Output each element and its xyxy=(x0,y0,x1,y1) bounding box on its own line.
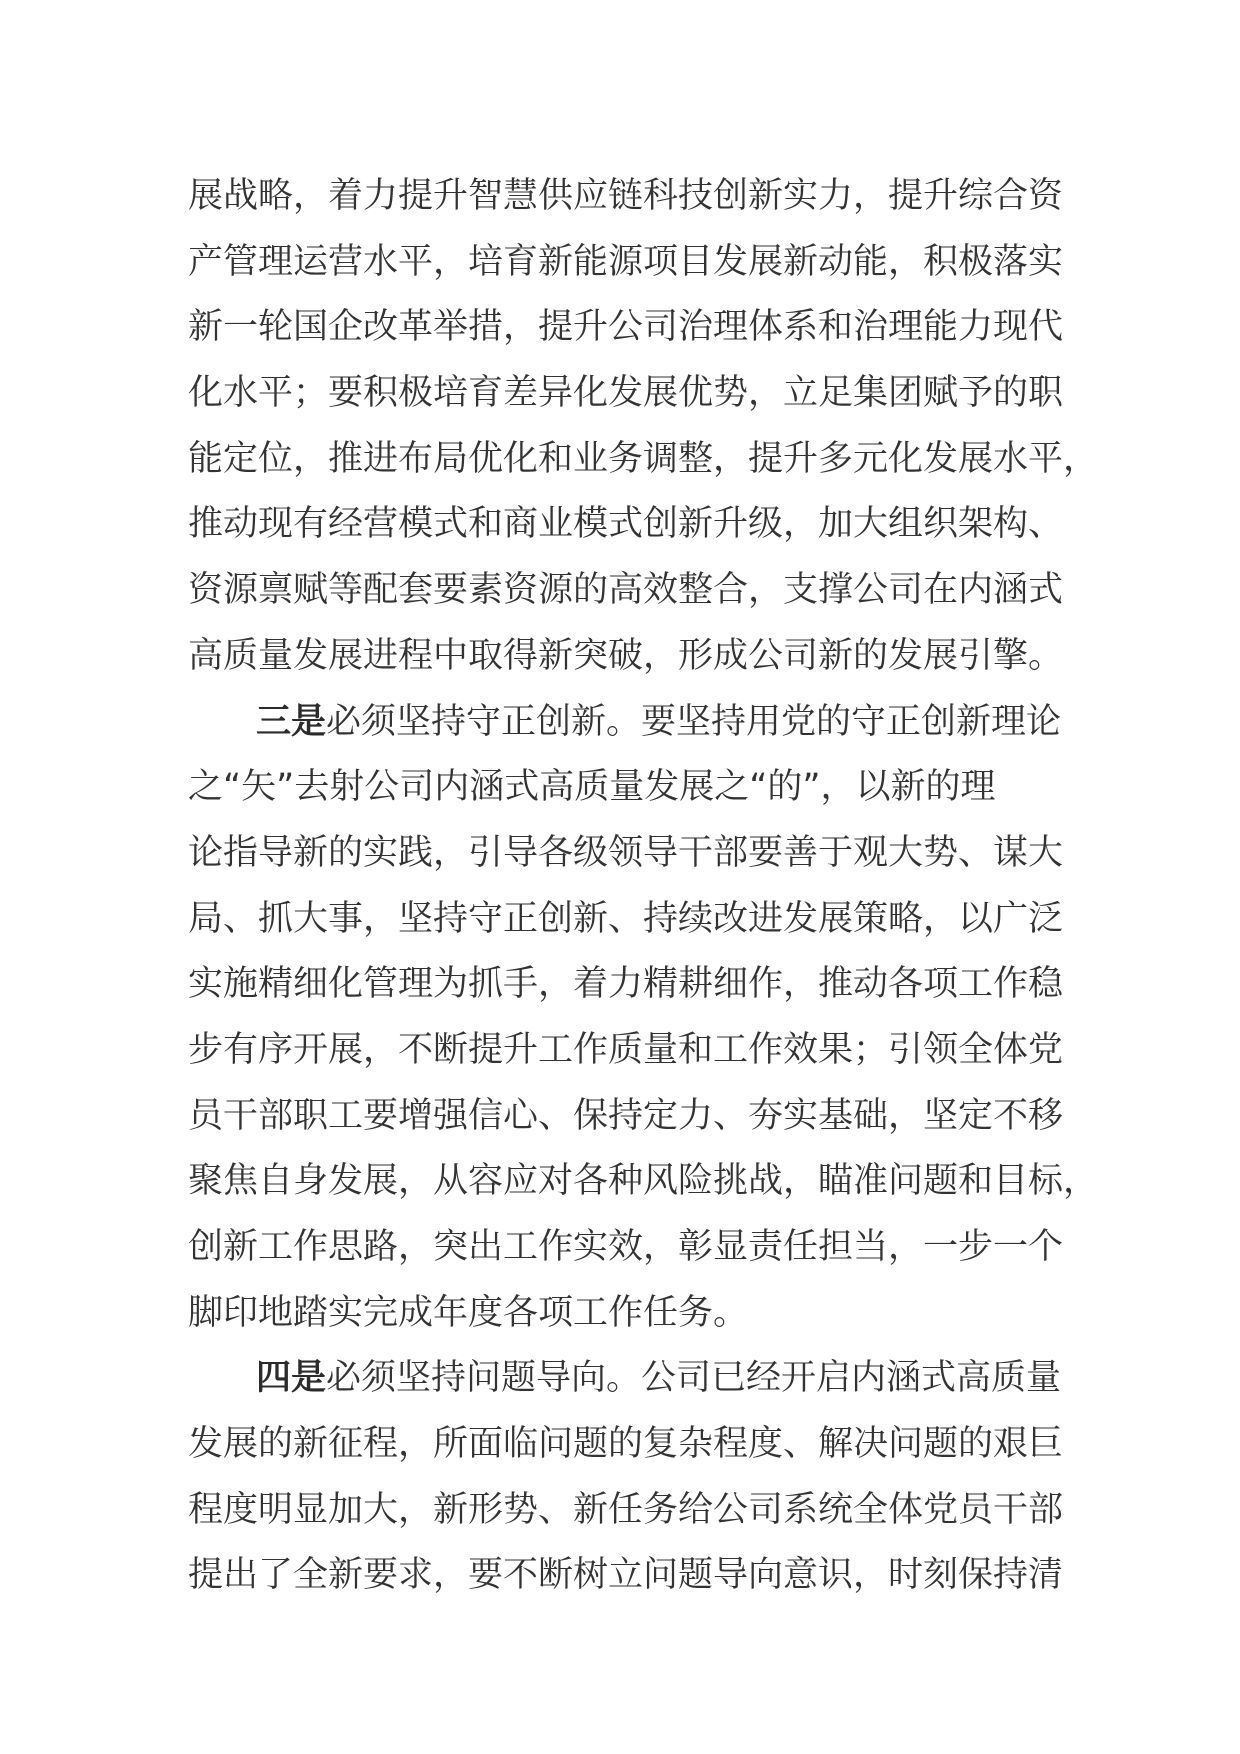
text-line: 实施精细化管理为抓手，着力精耕细作，推动各项工作稳 xyxy=(188,964,1064,1005)
point-lead: 三是 xyxy=(256,701,327,742)
text-line: 局、抓大事，坚持守正创新、持续改进发展策略，以广泛 xyxy=(188,898,1064,939)
text-line: 之“矢”去射公司内涵式高质量发展之“的”，以新的理 xyxy=(188,767,996,808)
text-line: 能定位，推进布局优化和业务调整，提升多元化发展水平， xyxy=(188,438,1099,479)
text-line: 展战略，着力提升智慧供应链科技创新实力，提升综合资 xyxy=(188,176,1064,216)
text-line: 新一轮国企改革举措，提升公司治理体系和治理能力现代 xyxy=(188,307,1064,348)
point-lead: 四是 xyxy=(256,1358,327,1399)
text-span: 必须坚持守正创新。要坚持用党的守正创新理论 xyxy=(326,701,1062,742)
text-line: 脚印地踏实完成年度各项工作任务。 xyxy=(188,1292,749,1333)
body-text xyxy=(188,164,1099,1609)
text-line: 聚焦自身发展，从容应对各种风险挑战，瞄准问题和目标， xyxy=(188,1161,1099,1202)
text-line: 资源禀赋等配套要素资源的高效整合，支撑公司在内涵式 xyxy=(188,570,1064,611)
text-line-first xyxy=(188,690,1068,756)
text-line: 发展的新征程，所面临问题的复杂程度、解决问题的艰巨 xyxy=(188,1424,1064,1465)
text-line-first xyxy=(188,1346,1068,1412)
text-line: 产管理运营水平，培育新能源项目发展新动能，积极落实 xyxy=(188,241,1064,282)
paragraph-continuation xyxy=(188,164,1099,690)
text-line: 步有序开展，不断提升工作质量和工作效果；引领全体党 xyxy=(188,1029,1064,1070)
text-line: 程度明显加大，新形势、新任务给公司系统全体党员干部 xyxy=(188,1489,1064,1530)
paragraph-point-four xyxy=(188,1346,1068,1609)
text-line: 员干部职工要增强信心、保持定力、夯实基础，坚定不移 xyxy=(188,1095,1064,1136)
paragraph-point-three xyxy=(188,690,1099,1347)
text-line: 化水平；要积极培育差异化发展优势，立足集团赋予的职 xyxy=(188,373,1064,414)
text-line: 推动现有经营模式和商业模式创新升级，加大组织架构、 xyxy=(188,504,1064,545)
text-line: 论指导新的实践，引导各级领导干部要善于观大势、谋大 xyxy=(188,832,1064,873)
text-line: 创新工作思路，突出工作实效，彰显责任担当，一步一个 xyxy=(188,1227,1064,1267)
text-line: 提出了全新要求，要不断树立问题导向意识，时刻保持清 xyxy=(188,1555,1064,1596)
text-line: 高质量发展进程中取得新突破，形成公司新的发展引擎。 xyxy=(188,635,1064,676)
text-span: 必须坚持问题导向。公司已经开启内涵式高质量 xyxy=(326,1358,1062,1399)
